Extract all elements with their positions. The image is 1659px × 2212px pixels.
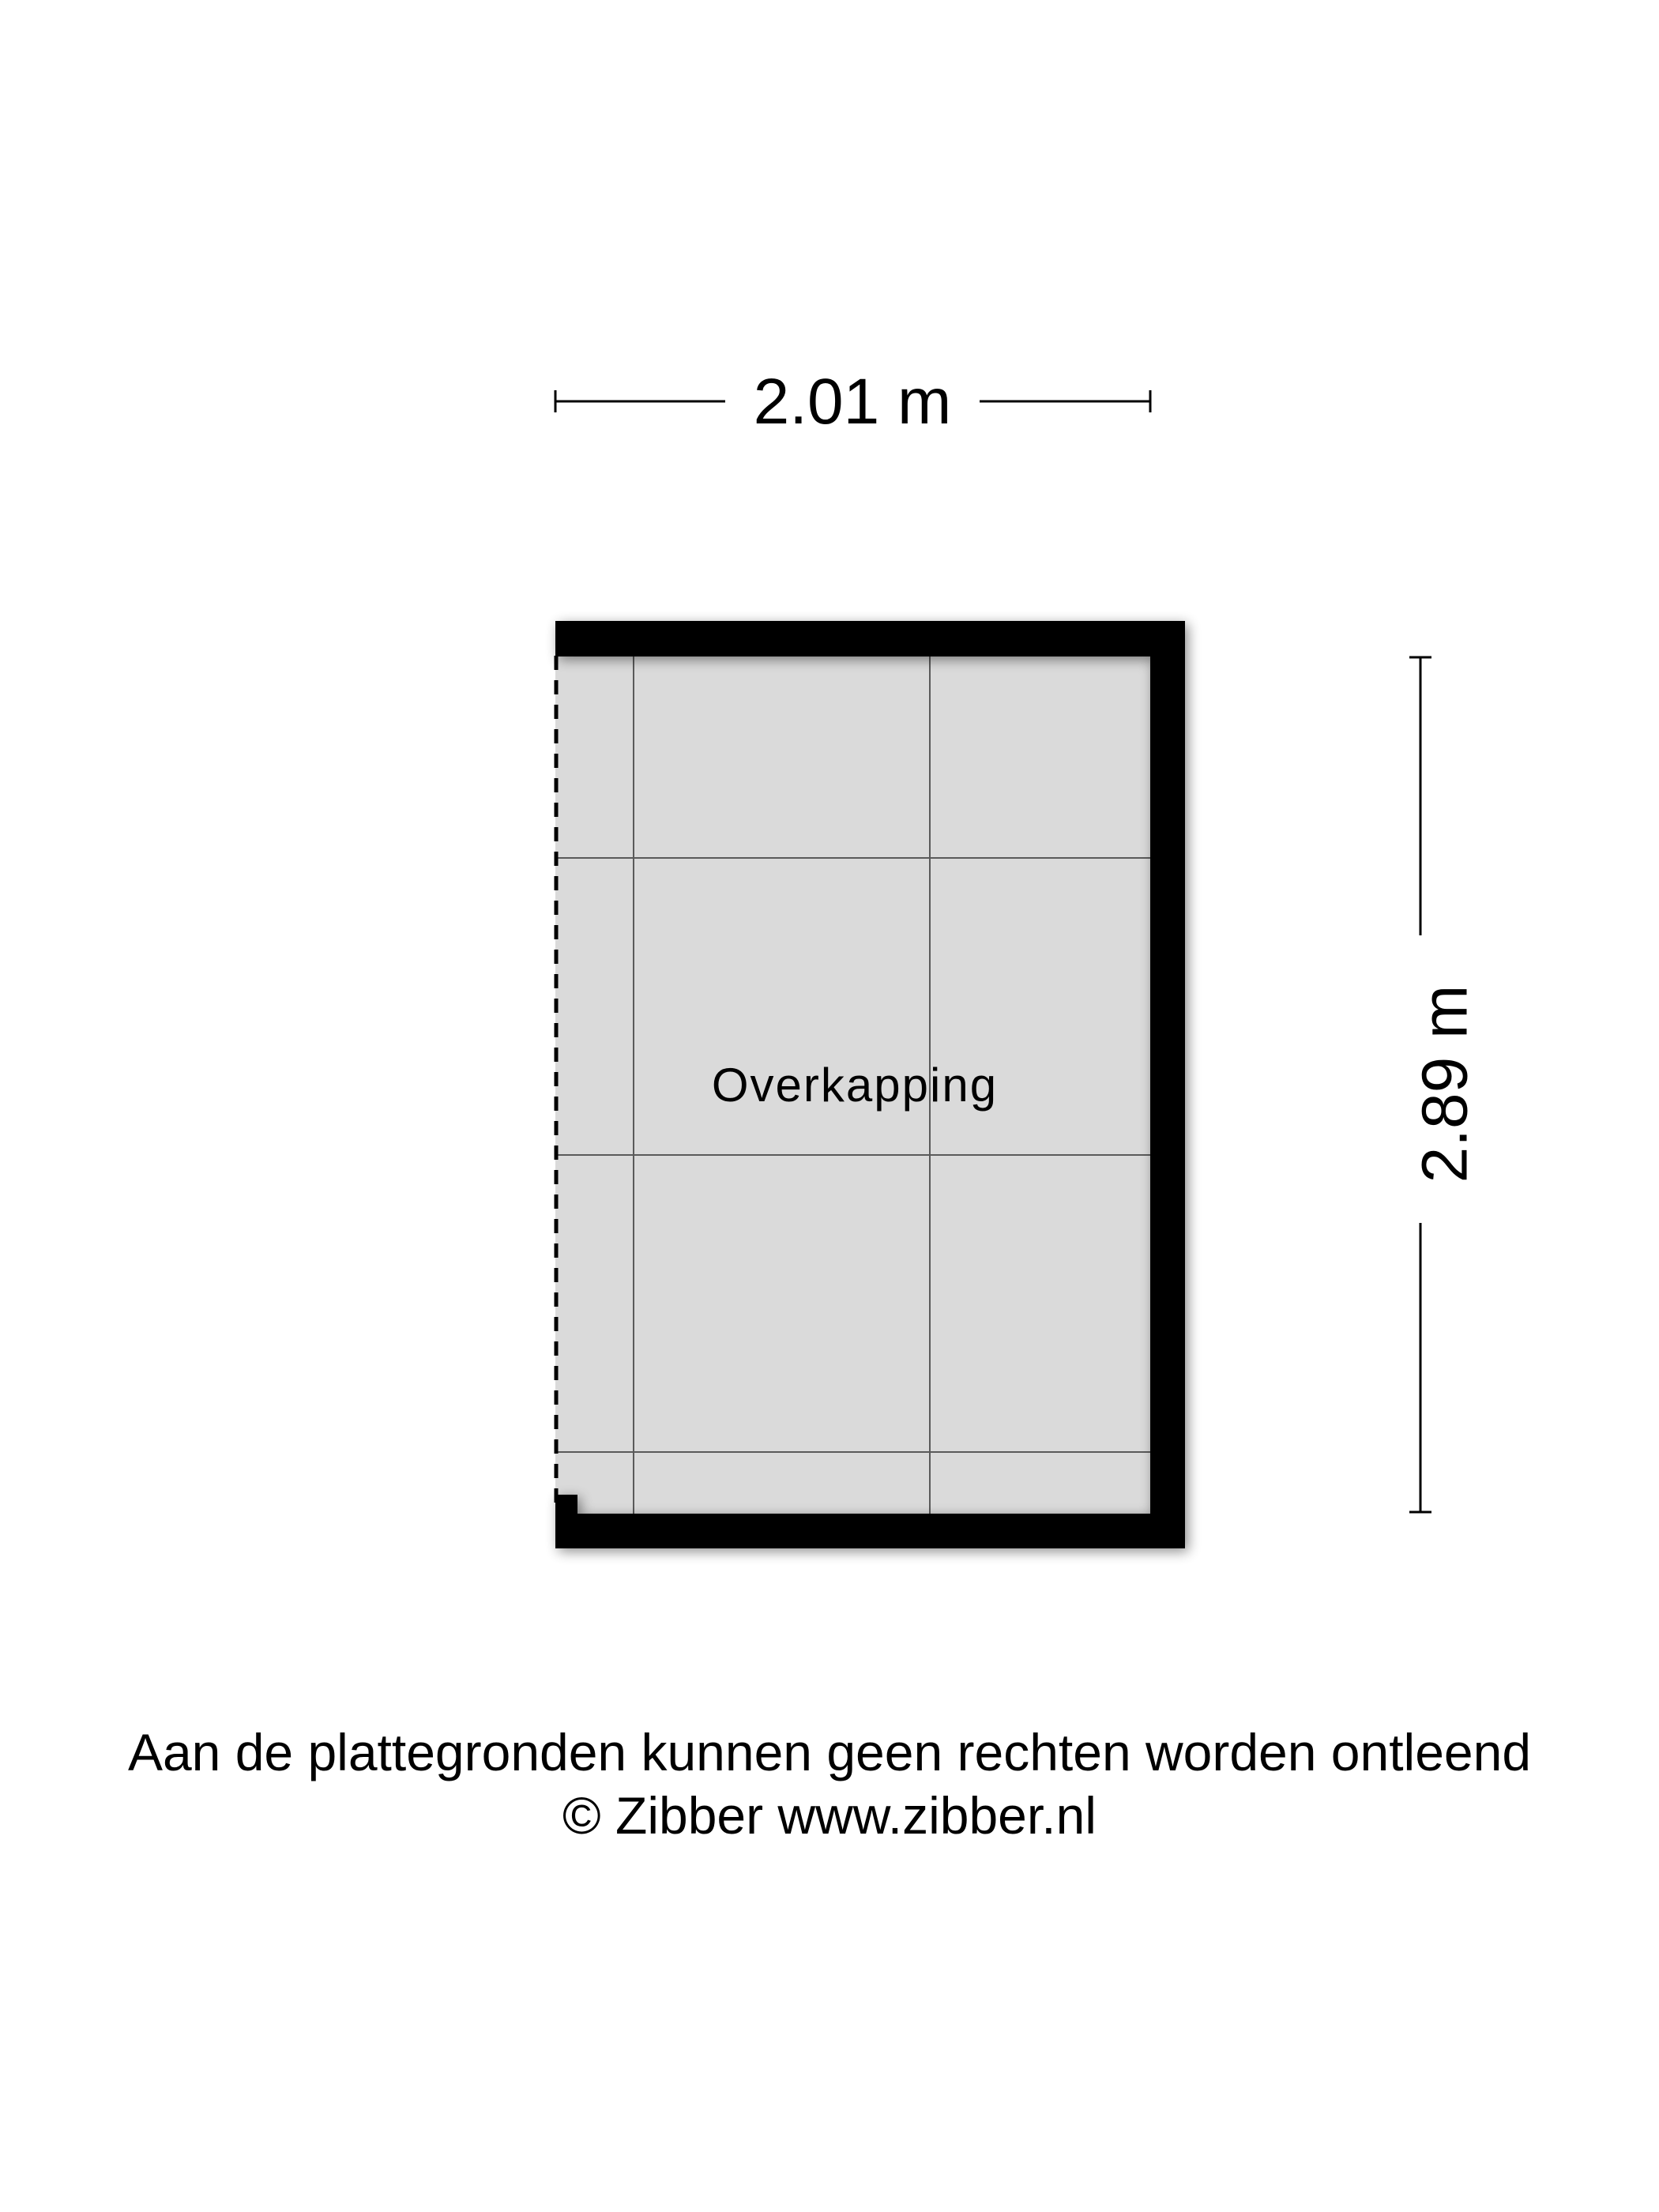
wall-right	[1150, 621, 1185, 1548]
wall-bottom	[555, 1514, 1185, 1548]
disclaimer-text: Aan de plattegronden kunnen geen rechten worden ontleend	[127, 1723, 1532, 1781]
width-dimension-label: 2.01 m	[753, 366, 952, 438]
room-label: Overkapping	[711, 1059, 999, 1112]
height-dimension-label: 2.89 m	[1409, 984, 1481, 1183]
wall-corner-post	[555, 1495, 577, 1518]
height-dimension	[1409, 657, 1481, 1512]
copyright-text: © Zibber www.zibber.nl	[562, 1786, 1097, 1845]
width-dimension	[555, 366, 1150, 438]
wall-top	[555, 621, 1185, 656]
